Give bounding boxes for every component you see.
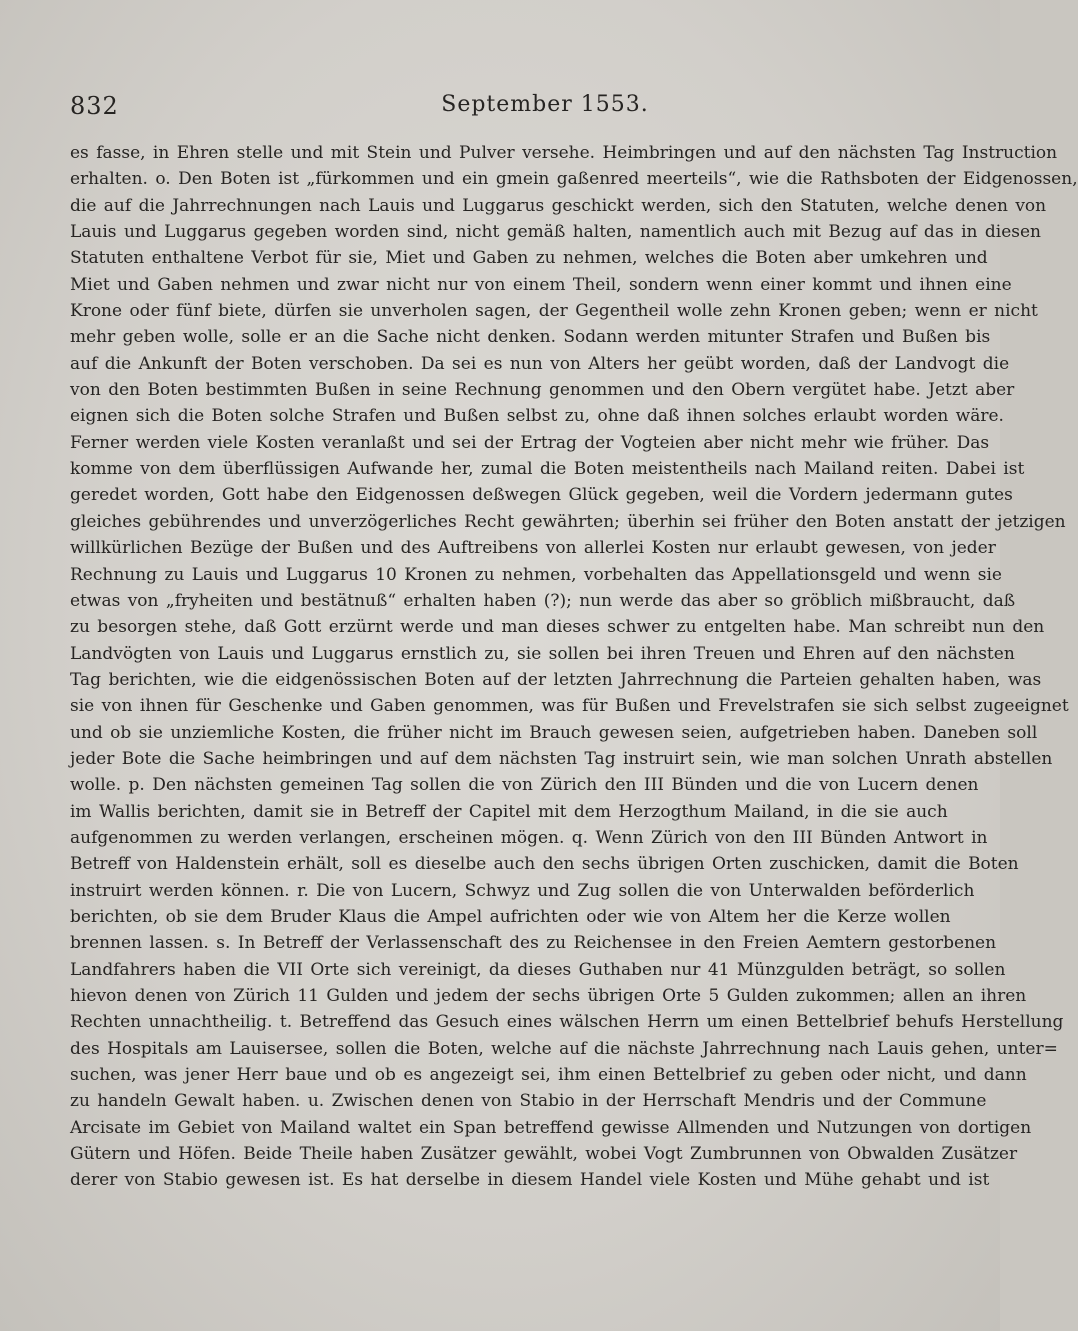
text-line: von den Boten bestimmten Bußen in seine Rechnung genommen und den Obern vergütet habe. Jetzt aber: [70, 380, 1015, 401]
text-line: Landvögten von Lauis und Luggarus ernstlich zu, sie sollen bei ihren Treuen und Ehren auf den nächsten: [70, 643, 1015, 664]
text-line: auf die Ankunft der Boten verschoben. Da sei es nun von Alters her geübt worden, daß der Landvogt die: [70, 353, 1010, 374]
text-line: sie von ihnen für Geschenke und Gaben genommen, was für Bußen und Frevelstrafen sie sich selbst zugeeignet: [70, 696, 1069, 717]
text-line: aufgenommen zu werden verlangen, erscheinen mögen. q. Wenn Zürich von den III Bünden Antwort in: [70, 827, 988, 848]
text-line: Rechten unnachtheilig. t. Betreffend das Gesuch eines wälschen Herrn um einen Bettelbrief behufs Herstellung: [70, 1012, 1064, 1033]
text-line: Tag berichten, wie die eidgenössischen Boten auf der letzten Jahrrechnung die Parteien gehalten haben, was: [70, 669, 1042, 690]
text-line: Statuten enthaltene Verbot für sie, Miet und Gaben zu nehmen, welches die Boten aber umkehren und: [70, 248, 988, 269]
text-line: wolle. p. Den nächsten gemeinen Tag sollen die von Zürich den III Bünden und die von Lucern denen: [70, 775, 979, 796]
text-line: suchen, was jener Herr baue und ob es angezeigt sei, ihm einen Bettelbrief zu geben oder nicht, und dann: [70, 1065, 1027, 1086]
text-line: mehr geben wolle, solle er an die Sache nicht denken. Sodann werden mitunter Strafen und Bußen bis: [70, 327, 991, 348]
text-line: jeder Bote die Sache heimbringen und auf dem nächsten Tag instruirt sein, wie man solchen Unrath abstellen: [70, 748, 1053, 769]
text-line: im Wallis berichten, damit sie in Betreff der Capitel mit dem Herzogthum Mailand, in die sie auch: [70, 801, 948, 822]
text-line: es fasse, in Ehren stelle und mit Stein und Pulver versehe. Heimbringen und auf den nächsten Tag Instruction: [70, 143, 1058, 163]
text-line: Gütern und Höfen. Beide Theile haben Zusätzer gewählt, wobei Vogt Zumbrunnen von Obwalden Zusätzer: [70, 1144, 1018, 1165]
body-text: [70, 140, 1078, 1194]
text-line: Landfahrers haben die VII Orte sich vereinigt, da dieses Guthaben nur 41 Münzgulden beträgt, so sollen: [70, 959, 1006, 980]
text-line: Ferner werden viele Kosten veranlaßt und sei der Ertrag der Vogteien aber nicht mehr wie früher. Das: [70, 432, 990, 453]
text-line: etwas von „fryheiten und bestätnuß“ erhalten haben (?); nun werde das aber so gröblich mißbraucht, daß: [70, 590, 1016, 611]
text-line: die auf die Jahrrechnungen nach Lauis und Luggarus geschickt werden, sich den Statuten, welche denen von: [70, 195, 1047, 216]
text-line: hievon denen von Zürich 11 Gulden und jedem der sechs übrigen Orte 5 Gulden zukommen; allen an ihren: [70, 986, 1027, 1006]
text-line: Rechnung zu Lauis und Luggarus 10 Kronen zu nehmen, vorbehalten das Appellationsgeld und wenn sie: [70, 564, 1002, 585]
text-line: eignen sich die Boten solche Strafen und Bußen selbst zu, ohne daß ihnen solches erlaubt worden wäre.: [70, 406, 1004, 427]
page-number: 832: [70, 92, 119, 120]
text-line: erhalten. o. Den Boten ist „fürkommen und ein gmein gaßenred meerteils“, wie die Rathsboten der Eidgenossen,: [70, 169, 1078, 190]
text-line: Arcisate im Gebiet von Mailand waltet ein Span betreffend gewisse Allmenden und Nutzungen von dortigen: [70, 1117, 1032, 1138]
text-line: Krone oder fünf biete, dürfen sie unverholen sagen, der Gegentheil wolle zehn Kronen geben; wenn er nicht: [70, 301, 1038, 322]
text-line: geredet worden, Gott habe den Eidgenossen deßwegen Glück gegeben, weil die Vordern jedermann gutes: [70, 485, 1013, 506]
text-line: gleiches gebührendes und unverzögerliches Recht gewährten; überhin sei früher den Boten anstatt der jetzigen: [70, 511, 1066, 532]
text-line: derer von Stabio gewesen ist. Es hat derselbe in diesem Handel viele Kosten und Mühe gehabt und ist: [70, 1170, 990, 1191]
text-line: Miet und Gaben nehmen und zwar nicht nur von einem Theil, sondern wenn einer kommt und ihnen eine: [70, 274, 1012, 295]
text-line: zu besorgen stehe, daß Gott erzürnt werde und man dieses schwer zu entgelten habe. Man schreibt nun den: [70, 617, 1045, 638]
text-line: instruirt werden können. r. Die von Lucern, Schwyz und Zug sollen die von Unterwalden beförderlich: [70, 880, 975, 901]
text-line: des Hospitals am Lauisersee, sollen die Boten, welche auf die nächste Jahrrechnung nach Lauis gehen, unter=: [70, 1038, 1058, 1059]
text-line: Lauis und Luggarus gegeben worden sind, nicht gemäß halten, namentlich auch mit Bezug auf das in diesen: [70, 222, 1041, 243]
text-line: und ob sie unziemliche Kosten, die früher nicht im Brauch gewesen seien, aufgetrieben haben. Daneben soll: [70, 722, 1038, 743]
text-line: Betreff von Haldenstein erhält, soll es dieselbe auch den sechs übrigen Orten zuschicken, damit die Boten: [70, 854, 1019, 875]
page-header-title: September 1553.: [441, 92, 649, 117]
text-line: brennen lassen. s. In Betreff der Verlassenschaft des zu Reichensee in den Freien Aemtern gestorbenen: [70, 933, 997, 954]
text-line: willkürlichen Bezüge der Bußen und des Auftreibens von allerlei Kosten nur erlaubt gewesen, von jeder: [70, 538, 996, 559]
text-line: berichten, ob sie dem Bruder Klaus die Ampel aufrichten oder wie von Altem her die Kerze wollen: [70, 906, 951, 927]
running-head: [70, 92, 940, 132]
text-line: komme von dem überflüssigen Aufwande her, zumal die Boten meistentheils nach Mailand reiten. Dabei ist: [70, 459, 1025, 480]
text-line: zu handeln Gewalt haben. u. Zwischen denen von Stabio in der Herrschaft Mendris und der Commune: [70, 1091, 987, 1112]
